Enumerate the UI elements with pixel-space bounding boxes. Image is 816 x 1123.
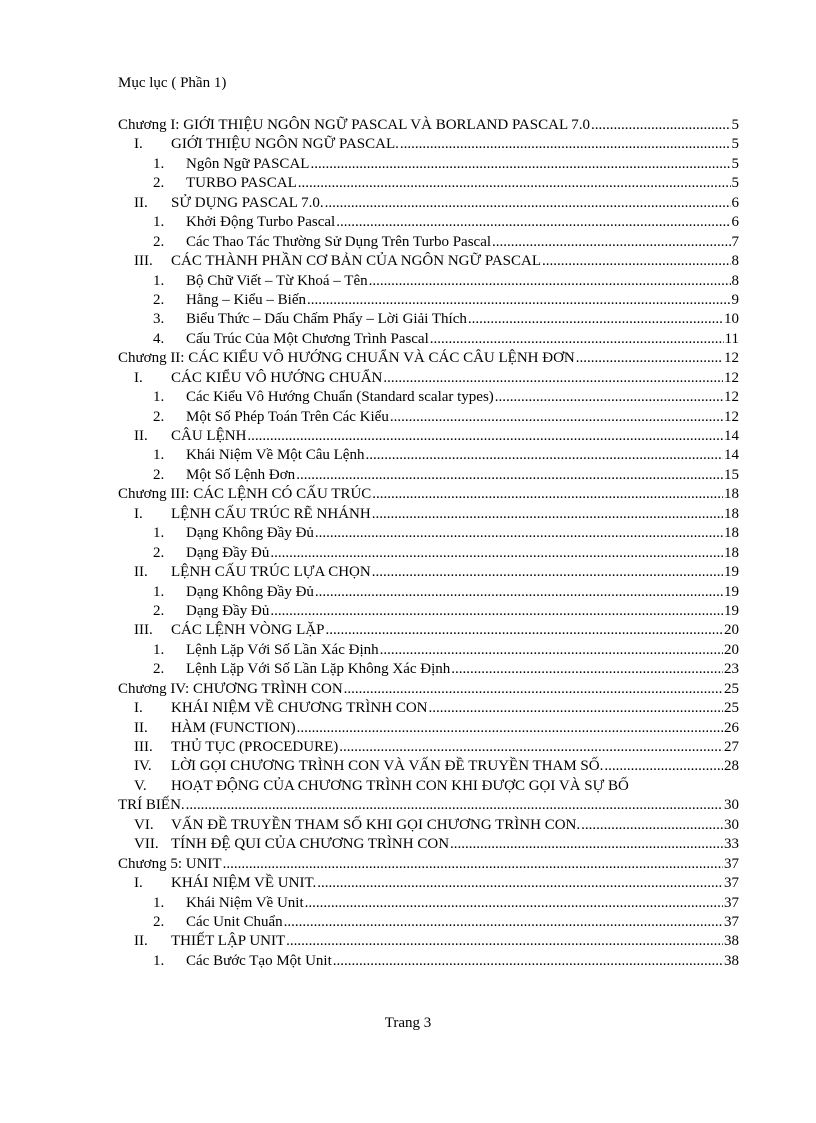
toc-entry-number: 2.	[153, 913, 165, 930]
dot-leader	[372, 485, 723, 504]
toc-entry-title: LỜI GỌI CHƯƠNG TRÌNH CON VÀ VẤN ĐỀ TRUYỀN THAM SỐ.	[171, 758, 604, 775]
toc-entry-number: 2.	[153, 408, 165, 425]
toc-entry-page: 37	[724, 894, 739, 911]
toc-entry-number: 1.	[153, 155, 165, 172]
toc-subsection[interactable]	[118, 952, 739, 971]
toc-subsection[interactable]	[118, 388, 739, 407]
toc-entry-page: 20	[724, 641, 739, 658]
toc-entry-title: GIỚI THIỆU NGÔN NGỮ PASCAL.	[171, 136, 399, 153]
toc-entry-page: 10	[724, 311, 739, 328]
toc-entry-title: Khái Niệm Về Unit	[186, 894, 304, 911]
dot-leader	[581, 816, 723, 835]
dot-leader	[307, 291, 731, 310]
toc-entry-title: Chương III: CÁC LỆNH CÓ CẤU TRÚC	[118, 486, 372, 503]
toc-entry-page: 12	[724, 369, 739, 386]
toc-entry-title: Dạng Không Đầy Đủ	[186, 583, 314, 600]
toc-entry-title: KHÁI NIỆM VỀ UNIT.	[171, 875, 317, 892]
toc-entry-title: Biểu Thức – Dấu Chấm Phẩy – Lời Giải Thích	[186, 311, 467, 328]
toc-entry-page: 8	[731, 253, 739, 270]
dot-leader	[223, 855, 723, 874]
toc-entry-page: 37	[724, 855, 739, 872]
toc-subsection[interactable]	[118, 174, 739, 193]
toc-section[interactable]	[118, 757, 739, 776]
toc-entry-title: Chương 5: UNIT	[118, 855, 222, 872]
toc-subsection[interactable]	[118, 310, 739, 329]
dot-leader	[296, 466, 723, 485]
toc-entry-title: Một Số Phép Toán Trên Các Kiểu	[186, 408, 389, 425]
toc-entry-page: 19	[724, 564, 739, 581]
toc-entry-number: I.	[134, 875, 143, 892]
toc-subsection[interactable]	[118, 233, 739, 252]
toc-entry-page: 26	[724, 719, 739, 736]
toc-entry-page: 5	[731, 175, 739, 192]
toc-entry-title: SỬ DỤNG PASCAL 7.0.	[171, 194, 324, 211]
dot-leader	[372, 505, 723, 524]
toc-subsection[interactable]	[118, 408, 739, 427]
toc-section[interactable]	[118, 719, 739, 738]
toc-entry-title: TURBO PASCAL	[186, 175, 297, 192]
toc-entry-number: 2.	[153, 233, 165, 250]
toc-entry-title: Chương IV: CHƯƠNG TRÌNH CON	[118, 680, 343, 697]
toc-entry-page: 5	[731, 136, 739, 153]
dot-leader	[450, 835, 723, 854]
toc-section[interactable]	[118, 932, 739, 951]
toc-entry-number: 2.	[153, 602, 165, 619]
toc-entry-number: 1.	[153, 272, 165, 289]
toc-entry-number: 1.	[153, 447, 165, 464]
toc-entry-page: 18	[724, 525, 739, 542]
toc-entry-title: Các Bước Tạo Một Unit	[186, 952, 332, 969]
toc-entry-page: 8	[731, 272, 739, 289]
toc-entry-page: 23	[724, 661, 739, 678]
toc-entry-number: II.	[134, 933, 148, 950]
toc-entry-title: Chương II: CÁC KIỂU VÔ HƯỚNG CHUẨN VÀ CÁC CÂU LỆNH ĐƠN	[118, 350, 575, 367]
toc-entry-number: IV.	[134, 758, 152, 775]
toc-entry-title: CÁC KIỂU VÔ HƯỚNG CHUẨN	[171, 369, 383, 386]
toc-entry-page: 6	[731, 194, 739, 211]
dot-leader	[270, 544, 723, 563]
toc-entry-page: 25	[724, 700, 739, 717]
dot-leader	[333, 952, 723, 971]
toc-entry-page: 37	[724, 875, 739, 892]
toc-entry-number: 2.	[153, 661, 165, 678]
toc-section[interactable]	[118, 194, 739, 213]
toc-entry-page: 14	[724, 447, 739, 464]
toc-entry-page: 28	[724, 758, 739, 775]
toc-entry-title: Dạng Đầy Đủ	[186, 602, 270, 619]
toc-entry-number: VII.	[134, 836, 159, 853]
dot-leader	[468, 310, 723, 329]
dot-leader	[591, 116, 730, 135]
toc-section[interactable]	[118, 835, 739, 854]
dot-leader	[336, 213, 730, 232]
toc-entry-title: CÂU LỆNH	[171, 428, 247, 444]
toc-subsection[interactable]	[118, 641, 739, 660]
toc-entry-page: 12	[724, 389, 739, 406]
toc-entry-number: I.	[134, 369, 143, 386]
toc-entry-page: 25	[724, 680, 739, 697]
toc-entry-page: 11	[724, 330, 739, 347]
toc-entry-page: 18	[724, 486, 739, 503]
dot-leader	[247, 427, 723, 446]
toc-entry-title: Dạng Đầy Đủ	[186, 544, 270, 561]
toc-entry-title: VẤN ĐỀ TRUYỀN THAM SỐ KHI GỌI CHƯƠNG TRÌNH CON.	[171, 816, 581, 833]
toc-entry-page: 30	[724, 816, 739, 833]
toc-entry-title: Cấu Trúc Của Một Chương Trình Pascal	[186, 330, 429, 347]
dot-leader	[372, 563, 723, 582]
dot-leader	[383, 369, 723, 388]
toc-entry-number: 1.	[153, 583, 165, 600]
toc-chapter[interactable]	[118, 116, 739, 135]
dot-leader	[495, 388, 723, 407]
toc-section[interactable]	[118, 738, 739, 757]
toc-entry-number: 1.	[153, 389, 165, 406]
toc-entry-title: THỦ TỤC (PROCEDURE)	[171, 739, 339, 755]
toc-chapter[interactable]	[118, 349, 739, 368]
toc-entry-number: II.	[134, 564, 148, 581]
toc-chapter[interactable]	[118, 855, 739, 874]
toc-entry-title: HÀM (FUNCTION)	[171, 719, 296, 736]
toc-entry-number: 1.	[153, 894, 165, 911]
dot-leader	[317, 874, 723, 893]
toc-entry-number: II.	[134, 719, 148, 736]
toc-entry-number: I.	[134, 136, 143, 153]
dot-leader	[451, 660, 723, 679]
dot-leader	[315, 524, 723, 543]
toc-entry-number: 1.	[153, 952, 165, 969]
toc-entry-continuation[interactable]	[118, 796, 739, 815]
dot-leader	[429, 699, 724, 718]
page-footer: Trang 3	[384, 1015, 432, 1031]
dot-leader	[310, 155, 730, 174]
toc-chapter[interactable]	[118, 485, 739, 504]
toc-entry-title: Các Thao Tác Thường Sử Dụng Trên Turbo Pascal	[186, 233, 492, 250]
toc-entry-number: II.	[134, 428, 148, 444]
toc-entry-title: CÁC LỆNH VÒNG LẶP	[171, 622, 325, 639]
toc-entry-title: Dạng Không Đầy Đủ	[186, 525, 314, 542]
dot-leader	[305, 894, 723, 913]
toc-entry-number: 2.	[153, 291, 165, 308]
dot-leader	[369, 272, 731, 291]
toc-entry-page: 38	[724, 952, 739, 969]
toc-entry-page: 37	[724, 913, 739, 930]
toc-subsection[interactable]	[118, 524, 739, 543]
toc-entry-title: Chương I: GIỚI THIỆU NGÔN NGỮ PASCAL VÀ BORLAND PASCAL 7.0	[118, 117, 591, 133]
toc-entry-page: 7	[731, 233, 739, 250]
toc-entry-number: III.	[134, 739, 153, 755]
toc-entry-number: I.	[134, 700, 143, 717]
toc-entry-page: 18	[724, 505, 739, 522]
toc-entry-title: Ngôn Ngữ PASCAL	[186, 155, 310, 172]
toc-subsection[interactable]	[118, 894, 739, 913]
dot-leader	[315, 583, 723, 602]
dot-leader	[542, 252, 730, 271]
toc-subsection[interactable]	[118, 213, 739, 232]
toc-entry-title: HOẠT ĐỘNG CỦA CHƯƠNG TRÌNH CON KHI ĐƯỢC GỌI VÀ SỰ BỐ	[171, 777, 629, 794]
toc-entry-page: 19	[724, 583, 739, 600]
toc-entry-page: 14	[724, 428, 739, 444]
toc-subsection[interactable]	[118, 155, 739, 174]
toc-subsection[interactable]	[118, 544, 739, 563]
toc-entry-title: THIẾT LẬP UNIT	[171, 933, 286, 950]
toc-subsection[interactable]	[118, 602, 739, 621]
toc-section[interactable]	[118, 621, 739, 640]
toc-entry-number: VI.	[134, 816, 154, 833]
toc-section[interactable]	[118, 699, 739, 718]
toc-section[interactable]	[118, 505, 739, 524]
toc-subsection[interactable]	[118, 291, 739, 310]
toc-entry-page: 30	[724, 797, 739, 814]
toc-entry-title: Lệnh Lặp Với Số Lần Lặp Không Xác Định	[186, 661, 451, 678]
toc-entry-page: 38	[724, 933, 739, 950]
dot-leader	[339, 738, 723, 757]
toc-entry-title: Lệnh Lặp Với Số Lần Xác Định	[186, 641, 379, 658]
dot-leader	[380, 641, 723, 660]
dot-leader	[390, 408, 723, 427]
toc-entry-page: 19	[724, 602, 739, 619]
toc-section[interactable]	[118, 427, 739, 446]
dot-leader	[576, 349, 723, 368]
toc-entry-title-cont: TRÍ BIẾN.	[118, 797, 185, 814]
toc-entry-title: LỆNH CẤU TRÚC LỰA CHỌN	[171, 564, 371, 581]
toc-entry-title: LỆNH CẤU TRÚC RẼ NHÁNH	[171, 505, 371, 522]
toc-entry-number: 1.	[153, 214, 165, 231]
toc-entry-page: 12	[724, 350, 739, 367]
toc-section[interactable]	[118, 563, 739, 582]
toc-entry-number: II.	[134, 194, 148, 211]
dot-leader	[492, 233, 730, 252]
toc-entry-title: KHÁI NIỆM VỀ CHƯƠNG TRÌNH CON	[171, 700, 428, 717]
toc-section[interactable]	[118, 135, 739, 154]
toc-entry-number: 3.	[153, 311, 165, 328]
dot-leader	[344, 680, 723, 699]
toc-entry-title: Hằng – Kiểu – Biến	[186, 291, 306, 308]
toc-entry[interactable]	[118, 777, 739, 796]
toc-entry-title: TÍNH ĐỆ QUI CỦA CHƯƠNG TRÌNH CON	[171, 836, 450, 853]
toc-entry-page: 5	[731, 155, 739, 172]
toc-entry-page: 18	[724, 544, 739, 561]
toc-entry-title: Một Số Lệnh Đơn	[186, 466, 296, 483]
dot-leader	[604, 757, 723, 776]
dot-leader	[400, 135, 731, 154]
toc-subsection[interactable]	[118, 660, 739, 679]
toc-entry-number: I.	[134, 505, 143, 522]
toc-entry-page: 12	[724, 408, 739, 425]
toc-entry-title: Khởi Động Turbo Pascal	[186, 214, 336, 231]
toc-entry-page: 5	[731, 117, 739, 133]
dot-leader	[286, 932, 723, 951]
toc-subsection[interactable]	[118, 330, 739, 349]
table-of-contents	[118, 116, 739, 971]
toc-section[interactable]	[118, 252, 739, 271]
toc-entry-number: 2.	[153, 175, 165, 192]
toc-entry-number: 2.	[153, 466, 165, 483]
dot-leader	[430, 330, 724, 349]
toc-section[interactable]	[118, 874, 739, 893]
toc-entry-number: 4.	[153, 330, 165, 347]
dot-leader	[270, 602, 723, 621]
toc-entry-page: 6	[731, 214, 739, 231]
toc-entry-page: 9	[731, 291, 739, 308]
toc-entry-number: 1.	[153, 525, 165, 542]
toc-entry-number: 2.	[153, 544, 165, 561]
toc-entry-page: 27	[724, 739, 739, 755]
toc-section[interactable]	[118, 816, 739, 835]
dot-leader	[297, 719, 723, 738]
toc-subsection[interactable]	[118, 583, 739, 602]
toc-entry-title: Các Kiểu Vô Hướng Chuẩn (Standard scalar types)	[186, 389, 494, 406]
toc-entry-page: 15	[724, 466, 739, 483]
toc-entry-number: V.	[134, 777, 147, 794]
dot-leader	[186, 796, 723, 815]
toc-subsection[interactable]	[118, 466, 739, 485]
dot-leader	[365, 446, 723, 465]
toc-subsection[interactable]	[118, 913, 739, 932]
toc-entry-page: 20	[724, 622, 739, 639]
toc-subsection[interactable]	[118, 446, 739, 465]
toc-entry-title: CÁC THÀNH PHẦN CƠ BẢN CỦA NGÔN NGỮ PASCAL	[171, 253, 542, 270]
dot-leader	[325, 621, 723, 640]
toc-chapter[interactable]	[118, 680, 739, 699]
toc-entry-number: III.	[134, 622, 153, 639]
toc-section[interactable]	[118, 369, 739, 388]
toc-entry-title: Các Unit Chuẩn	[186, 913, 283, 930]
dot-leader	[298, 174, 731, 193]
toc-entry-page: 33	[724, 836, 739, 853]
toc-entry-title: Khái Niệm Về Một Câu Lệnh	[186, 447, 365, 464]
toc-entry-title: Bộ Chữ Viết – Từ Khoá – Tên	[186, 272, 368, 289]
toc-entry-number: 1.	[153, 641, 165, 658]
toc-heading: Mục lục ( Phần 1)	[118, 75, 227, 91]
dot-leader	[325, 194, 731, 213]
toc-subsection[interactable]	[118, 272, 739, 291]
dot-leader	[284, 913, 723, 932]
toc-entry-number: III.	[134, 253, 153, 270]
